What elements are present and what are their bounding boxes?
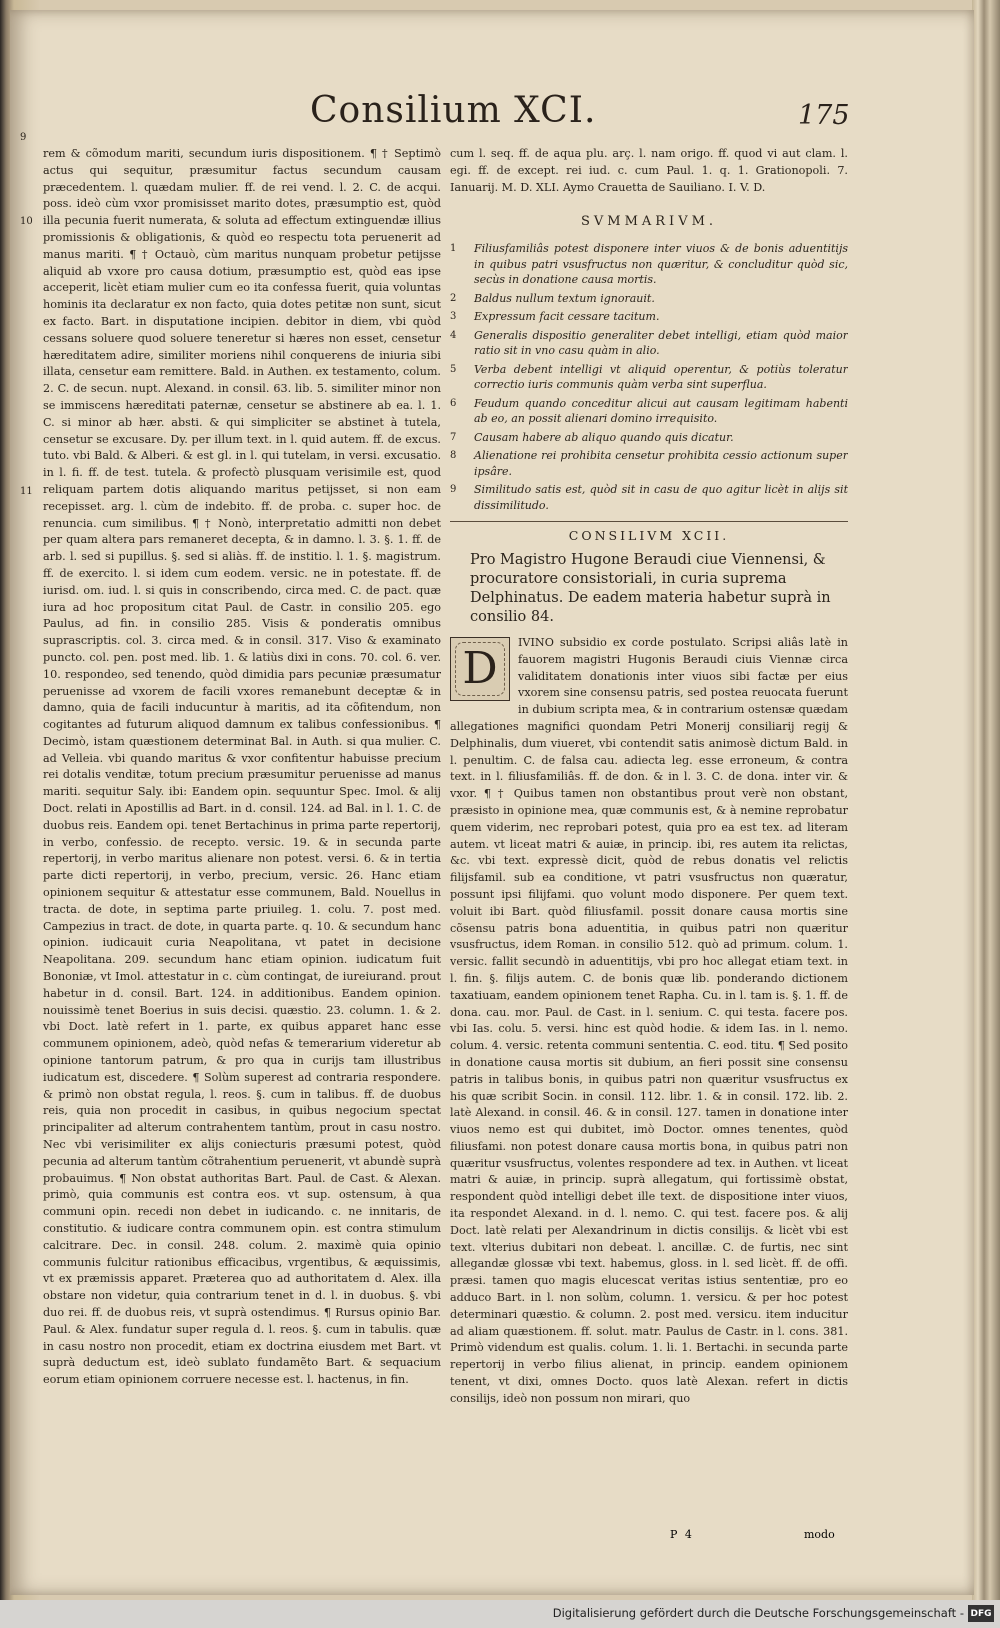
section-divider bbox=[450, 521, 848, 522]
margin-line-number: 11 bbox=[20, 486, 33, 497]
list-item bbox=[450, 291, 848, 307]
left-column-body: rem & cõmodum mariti, secundum iuris dispositionem. ¶ † Septimò actus qui sequitur, præsumitur factus secundum causam præcedentem. l. quædam mulier. ff. de rei vend. l. 2. C. de acqui. poss. ideò cùm vxor promisisset marito dotes, præsumptio est, quòd illa pecunia fuerit numerata, & soluta ad effectum extinguendæ illius promissionis & obligationis, & quòd eo respectu tota peruenerit ad manus mariti. ¶ † Octauò, cùm maritus nunquam probetur petijsse aliquid ab vxore pro causa dotium, præsumptio est, quòd eas ipse acceperit, licèt etiam mulier cum eo ita confessa fuerit, quia voluntas hominis ita declaratur ex non facto, quia dotes petitæ non sunt, sicut ex facto. Bart. in disputatione incipien. debitor in diem, vbi quòd cessans soluere quod soluere teneretur si hæres non esset, censetur hæreditatem adire, similiter moriens nihil conquerens de iniuria sibi illata, censetur eam remittere. Bald. in Authen. ex testamento, colum. 2. C. de secun. nupt. Alexand. in consil. 63. lib. 5. similiter minor non se immiscens hæreditati paternæ, censetur se abstinere ab ea. l. 1. C. si minor ab hær. absti. & qui simpliciter se abstinet à tutela, censetur se excusare. Dy. per illum text. in l. quid autem. ff. de excus. tuto. vbi Bald. & Alberi. & est gl. in l. qui tutelam, in versi. excusatio. in l. fi. ff. de test. tutela. & profectò plusquam verisimile est, quod reliquam partem dotis aliquando maritus petijsset, si non eam recepisset. arg. l. cùm de indebito. ff. de proba. c. super hoc. de renuncia. cum similibus. ¶ † Nonò, interpretatio admitti non debet per quam altera pars remaneret decepta, & in damno. l. 3. §. 1. ff. de arb. l. sed si pupillus. §. sed si aliàs. ff. de institio. l. 1. §. magistrum. ff. de exercito. l. si idem cum eodem. versic. ne in potestate. ff. de iurisd. om. iud. l. si quis in conscribendo, circa med. C. de pact. quæ iura ad hoc propositum citat Paul. de Castr. in consilio 205. ego Paulus, ad fin. in consilio 285. Visis & ponderatis omnibus suprascriptis. col. 3. circa med. & in consil. 317. Viso & examinato puncto. col. pen. post med. lib. 1. & latiùs dixi in cons. 70. col. 6. ver. 10. respondeo, sed tenendo, quòd dimidia pars pecuniæ præsumatur peruenisse ad vxorem de facili vxores remanebunt deceptæ & in damno, quia de facili inducuntur à maritis, ad ita cõfitendum, non cogitantes ad futurum aliquod damnum ex talibus confessionibus. ¶ Decimò, istam quæstionem determinat Bal. in Auth. si qua mulier. C. ad Velleia. vbi quando maritus & vxor confitentur habuisse precium rei dotalis venditæ, totum precium præsumitur peruenisse ad manus mariti. sequitur Saly. ibi: Eandem opin. sequuntur Spec. Imol. & alij Doct. relati in Apostillis ad Bart. in d. consil. 124. ad Bal. in l. 1. C. de duobus reis. Eandem opi. tenet Bertachinus in prima parte repertorij, in verbo, confessio. de recepto. versic. 19. & in secunda parte repertorij, in verbo maritus alienare non potest. versi. 6. & in tertia parte dicti repertorij, in verbo, precium, versic. 26. Hanc etiam opinionem sequitur & attestatur esse communem, Bald. Nouellus in tracta. de dote, in septima parte priuileg. 1. colu. 7. post med. Campezius in tract. de dote, in quarta parte. q. 10. & secundum hanc opinion. iudicauit curia Neapolitana, vt patet in decisione Neapolitana. 209. secundum hanc etiam opinion. iudicatum fuit Bononiæ, vt Imol. attestatur in c. cùm contingat, de iureiurand. prout habetur in d. consil. Bart. 124. in additionibus. Eandem opinion. nouissimè tenet Boerius in suis decisi. quæstio. 23. column. 1. & 2. vbi Doct. latè refert in 1. parte, ex quibus apparet hanc esse communem opinionem, adeò, quòd nefas & temerarium videretur ab opinione tantorum patrum, & pro qua in curijs tam illustribus iudicatum est, discedere. ¶ Solùm superest ad contraria respondere. & primò non obstat regula, l. reos. §. cum in talibus. ff. de duobus reis, quia non procedit in casibus, in quibus negocium spectat principaliter ad alterum contrahentem tantùm, prout in casu nostro. Nec vbi verisimiliter ex alijs coniecturis præsumi potest, quòd pecunia ad alterum tantùm cõtrahentium peruenerit, vt abundè suprà probauimus. ¶ Non obstat authoritas Bart. Paul. de Cast. & Alexan. primò, quia communis est contra eos. vt sup. ostensum, à qua communi opin. recedi non debet in iudicando. c. ne innitaris, de constitutio. & iudicare contra communem opin. est contra stimulum calcitrare. Dec. in consil. 248. colum. 2. maximè quia opinio communis fulcitur rationibus efficacibus, vrgentibus, & æquissimis, vt ex præmissis apparet. Præterea quo ad authoritatem d. Alex. illa obstare non videtur, quia contrarium tenet in d. l. in duobus. §. vbi duo rei. ff. de duobus reis, vt suprà ostendimus. ¶ Rursus opinio Bar. Paul. & Alex. fundatur super regula d. l. reos. §. cum in tabulis. quæ in casu nostro non procedit, etiam ex doctrina eiusdem met Bart. vt suprà deductum est, ideò sublato fundamẽto Bart. & sequacium eorum etiam opinionem corruere necesse est. l. hactenus, in fin. bbox=[43, 147, 441, 1387]
consilium-subtitle: Pro Magistro Hugone Beraudi ciue Viennensi, & procuratore consistoriali, in curia suprema Delphinatus. De eadem materia habetur suprà in consilio 84. bbox=[470, 551, 831, 625]
summary-text: Expressum facit cessare tacitum. bbox=[474, 310, 660, 324]
summary-number: 1 bbox=[450, 243, 457, 255]
list-item bbox=[450, 241, 848, 288]
summary-number: 8 bbox=[450, 450, 457, 462]
summary-number: 4 bbox=[450, 329, 457, 341]
summary-number: 6 bbox=[450, 397, 457, 409]
catchword: modo bbox=[804, 1528, 835, 1541]
list-item bbox=[450, 448, 848, 479]
summary-text: Alienatione rei prohibita censetur prohibita cessio actionum super ipsâre. bbox=[474, 449, 848, 478]
margin-line-number: 9 bbox=[20, 132, 27, 143]
summary-number: 7 bbox=[450, 431, 457, 443]
summary-number: 2 bbox=[450, 292, 457, 304]
dfg-logo: DFG bbox=[968, 1605, 994, 1622]
consilium-title: CONSILIVM XCII. bbox=[568, 528, 730, 544]
right-column-intro: cum l. seq. ff. de aqua plu. arç. l. nam origo. ff. quod vi aut clam. l. egi. ff. de except. rei iud. c. cum Paul. 1. q. 1. Grationopoli. 7. Ianuarij. M. D. XLI. Aymo Crauetta de Sauiliano. I. V. D. bbox=[450, 147, 848, 194]
summary-number: 9 bbox=[450, 484, 457, 496]
list-item bbox=[450, 328, 848, 359]
summary-text: Baldus nullum textum ignorauit. bbox=[474, 291, 655, 305]
page-number: 175 bbox=[798, 100, 850, 131]
footer-bar bbox=[0, 1600, 1000, 1628]
summary-number: 3 bbox=[450, 311, 457, 323]
list-item bbox=[450, 396, 848, 427]
signature-mark: P 4 bbox=[670, 1528, 694, 1541]
summary-text: Causam habere ab aliquo quando quis dicatur. bbox=[474, 430, 734, 444]
summary-text: Generalis dispositio generaliter debet intelligi, etiam quòd maior ratio sit in vno casu quàm in alio. bbox=[474, 328, 848, 358]
list-item bbox=[450, 309, 848, 325]
right-text-column bbox=[450, 146, 848, 1586]
footer-credit: Digitalisierung gefördert durch die Deutsche Forschungsgemeinschaft - bbox=[552, 1606, 964, 1620]
page-stack-edge bbox=[972, 0, 1000, 1600]
book-page bbox=[10, 10, 974, 1595]
summary-text: Filiusfamiliâs potest disponere inter viuos & de bonis aduentitijs in quibus patri vsusfructus non quæritur, & concluditur quòd sic, secùs in donatione causa mortis. bbox=[474, 242, 848, 287]
summarium-list bbox=[450, 241, 848, 513]
summary-text: Similitudo satis est, quòd sit in casu de quo agitur licèt in alijs sit dissimilitudo. bbox=[474, 483, 848, 512]
running-title: Consilium XCI. bbox=[310, 90, 597, 131]
consilium-body-text: IVINO subsidio ex corde postulato. Scripsi aliâs latè in fauorem magistri Hugonis Beraudi ciuis Viennæ circa validitatem donationis inter viuos sibi factæ per eius vxorem sine consensu patris, sed postea reuocata fuerunt in dubium scripta mea, & in contrarium ostensæ quædam allegationes magnifici quondam Petri Monerij consiliarij regij & Delphinalis, dum viueret, vbi contendit satis animosè dictum Bald. in l. penultim. C. de falsa cau. adiecta leg. esse erroneum, & contra text. in l. filiusfamiliâs. ff. de don. & in l. 3. C. de dona. inter vir. & vxor. ¶ † Quibus tamen non obstantibus prout verè non obstant, præsisto in opinione mea, quæ communis est, & à nemine reprobatur quem viderim, nec reprobari potest, quia pro ea est tex. ad literam autem. vt liceat matri & auiæ, in princip. ibi, res autem ita relictas, &c. vbi text. expressè dicit, quòd de rebus donatis vel relictis filijsfamil. sub ea conditione, vt patri vsusfructus non quæratur, possunt ipsi filijfami. quo volunt modo disponere. Per quem text. voluit ibi Bart. quòd filiusfamil. possit donare causa mortis sine cõsensu patris bona aduentitia, in quibus patri non quæritur vsusfructus, idem Roman. in consilio 512. quò ad primum. colum. 1. versic. fallit secundò in aduentitijs, vbi pro hoc allegat etiam text. in l. fin. §. filijs autem. C. de bonis quæ lib. ponderando dictionem taxatiuam, eandem opinionem tenet Rapha. Cu. in l. tam is. §. 1. ff. de dona. cau. mor. Paul. de Cast. in l. senium. C. qui testa. facere pos. vbi Ias. colu. 5. versi. hinc est quòd hodie. & idem Ias. in l. nemo. colum. 4. versic. retenta communi sententia. C. eod. titu. ¶ Sed posito in donatione causa mortis sit dubium, an fieri possit sine consensu patris in talibus bonis, in quibus patri non quæritur vsusfructus ex his quæ scribit Socin. in consil. 112. libr. 1. & in consil. 172. lib. 2. latè Alexand. in consil. 46. & in consil. 127. tamen in donatione inter viuos nemo est qui dubitet, imò Doctor. omnes tenentes, quòd filiusfami. non potest donare causa mortis bona, in quibus patri non quæritur vsusfructus, volentes respondere ad tex. in Authen. vt liceat matri & auiæ, in princip. suprà allegatum, qui fortissimè obstat, respondent quòd intelligi debet ille text. de dispositione inter viuos, ita respondet Alexand. in d. l. nemo. C. qui test. facere pos. & alij Doct. latè relati per Alexandrinum in dictis consilijs. & licèt vbi est text. vlterius dubitari non debeat. l. ancillæ. C. de furtis, nec sint allegandæ glossæ vbi text. habemus, gloss. in l. sed licèt. ff. de offi. præsi. tamen quo magis elucescat veritas istius sententiæ, pro eo adduco Bart. in l. non solùm, column. 1. versicu. & per hoc potest determinari quæstio. & column. 2. post med. versicu. item inducitur ad aliam quæstionem. ff. solut. matr. Paulus de Castr. in l. cons. 381. Primò videndum est qualis. colum. 1. li. 1. Bertachi. in secunda parte repertorij in verbo filius alienat, in princip. eandem opinionem tenent, vt dixi, omnes Docto. quos latè Alexan. refert in dictis consilijs, ideò non possum non mirari, quo bbox=[450, 635, 848, 1405]
margin-line-number: 10 bbox=[20, 216, 33, 227]
list-item bbox=[450, 430, 848, 446]
summary-text: Feudum quando conceditur alicui aut causam legitimam habenti ab eo, an possit alienari domino irrequisito. bbox=[474, 396, 848, 426]
summary-number: 5 bbox=[450, 363, 457, 375]
summary-text: Verba debent intelligi vt aliquid operentur, & potiùs toleratur correctio iuris communis quàm verba sint superflua. bbox=[474, 362, 848, 392]
list-item bbox=[450, 362, 848, 393]
summarium-title: SVMMARIVM. bbox=[580, 214, 718, 230]
running-head bbox=[310, 90, 910, 140]
consilium-body bbox=[450, 635, 848, 1408]
list-item bbox=[450, 482, 848, 513]
left-text-column bbox=[43, 146, 441, 1571]
decorated-initial: D bbox=[450, 637, 510, 701]
